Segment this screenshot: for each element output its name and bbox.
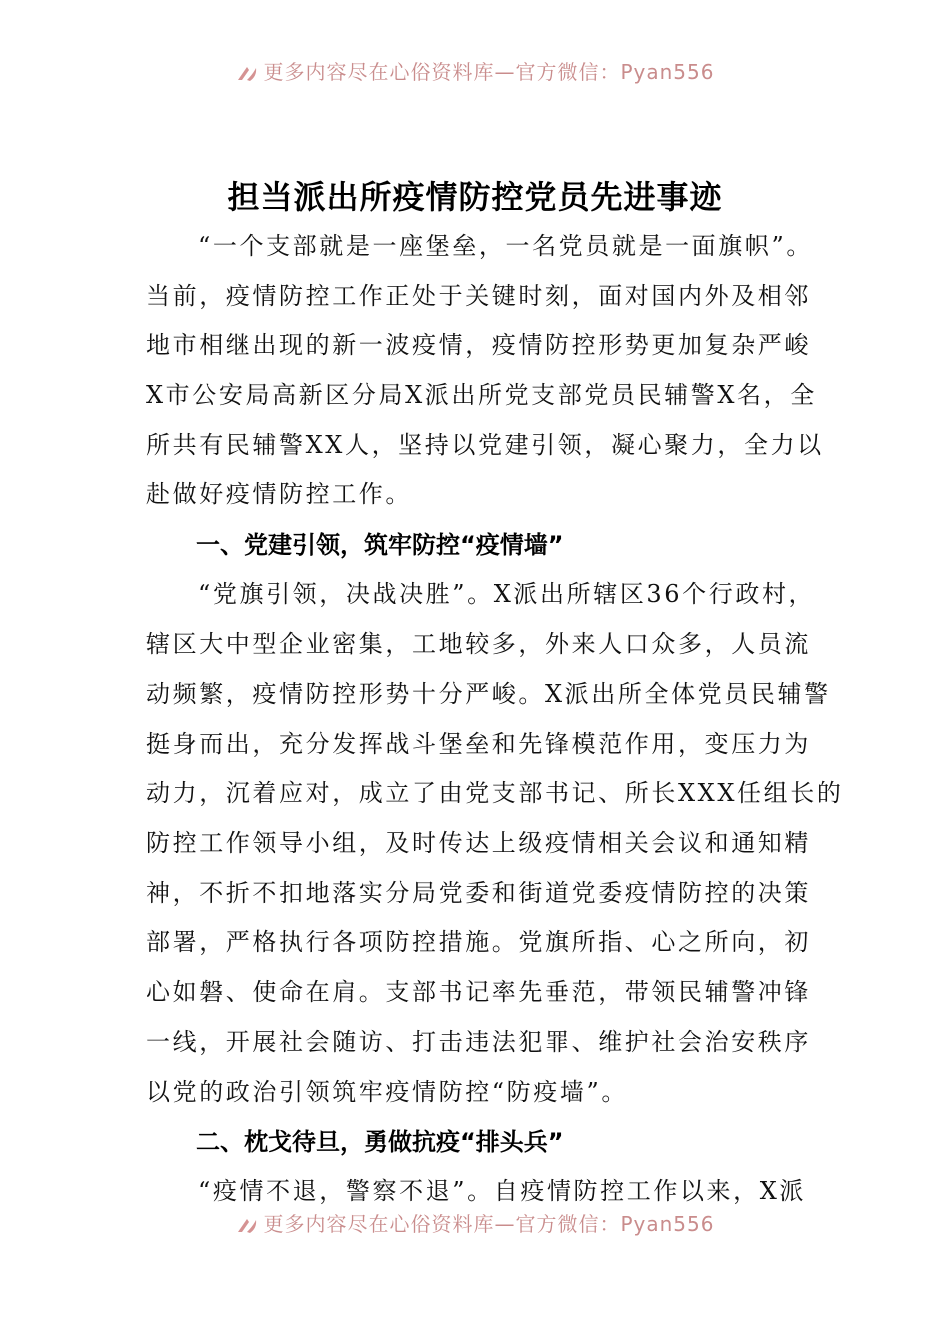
paragraph-line: X市公安局高新区分局X派出所党支部党员民辅警X名，全 (146, 381, 817, 409)
watermark-logo-icon (235, 1216, 259, 1236)
paragraph-line: 地市相继出现的新一波疫情，疫情防控形势更加复杂严峻 (146, 331, 811, 359)
document-title: 担当派出所疫情防控党员先进事迹 (227, 178, 723, 216)
watermark-bottom (0, 1208, 950, 1237)
paragraph-line: 赴做好疫情防控工作。 (146, 480, 412, 508)
paragraph-line: 防控工作领导小组，及时传达上级疫情相关会议和通知精 (146, 829, 811, 857)
paragraph-line: 挺身而出，充分发挥战斗堡垒和先锋模范作用，变压力为 (146, 730, 811, 758)
watermark-top (0, 56, 950, 85)
paragraph-line: 一线，开展社会随访、打击违法犯罪、维护社会治安秩序 (146, 1028, 811, 1056)
paragraph-line: 所共有民辅警XX人，坚持以党建引领，凝心聚力，全力以 (146, 431, 824, 459)
paragraph-line: “党旗引领，决战决胜”。X派出所辖区36个行政村， (198, 580, 816, 608)
paragraph-line: 辖区大中型企业密集，工地较多，外来人口众多，人员流 (146, 630, 811, 658)
paragraph-line: 部署，严格执行各项防控措施。党旗所指、心之所向，初 (146, 928, 811, 956)
paragraph-line: “一个支部就是一座堡垒，一名党员就是一面旗帜”。 (198, 232, 813, 260)
paragraph-line: “疫情不退，警察不退”。自疫情防控工作以来，X派 (198, 1177, 807, 1205)
paragraph-line: 动力，沉着应对，成立了由党支部书记、所长XXX任组长的 (146, 779, 844, 807)
section-heading-2: 二、枕戈待旦，勇做抗疫“排头兵” (196, 1128, 564, 1156)
watermark-text: 更多内容尽在心俗资料库—官方微信：Pyan556 (263, 60, 715, 84)
watermark-text: 更多内容尽在心俗资料库—官方微信：Pyan556 (263, 1212, 715, 1236)
watermark-logo-icon (235, 64, 259, 84)
paragraph-line: 以党的政治引领筑牢疫情防控“防疫墙”。 (146, 1078, 628, 1106)
paragraph-line: 当前，疫情防控工作正处于关键时刻，面对国内外及相邻 (146, 282, 811, 310)
paragraph-line: 动频繁，疫情防控形势十分严峻。X派出所全体党员民辅警 (146, 680, 831, 708)
section-heading-1: 一、党建引领，筑牢防控“疫情墙” (196, 531, 564, 559)
paragraph-line: 心如磐、使命在肩。支部书记率先垂范，带领民辅警冲锋 (146, 978, 811, 1006)
paragraph-line: 神，不折不扣地落实分局党委和街道党委疫情防控的决策 (146, 879, 811, 907)
